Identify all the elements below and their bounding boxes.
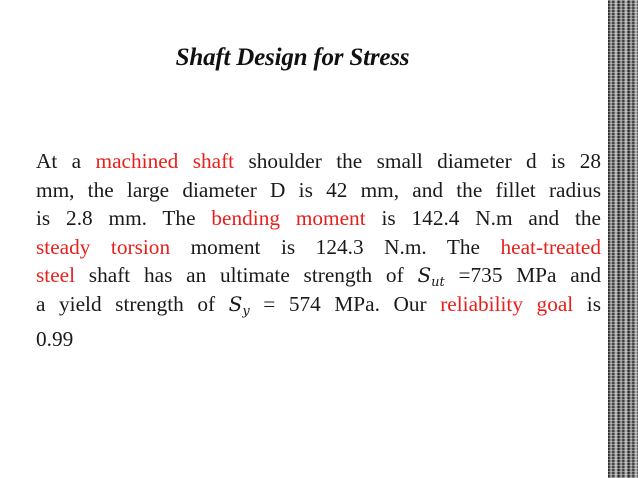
highlight-machined-shaft: machined shaft [95, 149, 235, 173]
highlight-reliability-goal: reliability goal [440, 291, 574, 316]
highlight-heat-treated: heat-treated [500, 234, 601, 259]
text-run: is 2.8 mm. The [36, 206, 212, 230]
symbol-sy [228, 291, 250, 319]
text-run: moment is 124.3 N.m. The [170, 234, 501, 259]
text-run: At a [36, 149, 96, 173]
text-run: shaft has an ultimate strength of [75, 263, 418, 287]
text-run: is 142.4 N.m and the [365, 206, 602, 230]
problem-line-6 [36, 290, 601, 319]
text-run: is [573, 291, 601, 316]
problem-line-5 [36, 261, 601, 290]
symbol-s: S [228, 291, 243, 316]
subscript-y: y [242, 303, 250, 319]
problem-line-4 [36, 233, 601, 262]
text-run: =735 MPa and [444, 263, 601, 287]
problem-line-2: mm, the large diameter D is 42 mm, and the fillet radius [36, 177, 601, 202]
subscript-ut: ut [431, 275, 445, 290]
problem-line-3 [36, 204, 601, 233]
text-run: shoulder the small diameter d is 28 [234, 149, 601, 173]
problem-line-7: 0.99 [36, 327, 74, 351]
text-run: = 574 MPa. Our [249, 291, 441, 316]
symbol-sut [417, 263, 445, 290]
decorative-border-strip [608, 0, 638, 478]
highlight-steady-torsion: steady torsion [36, 234, 171, 259]
slide-title: Shaft Design for Stress [175, 44, 410, 71]
highlight-steel: steel [36, 263, 76, 287]
highlight-bending-moment: bending moment [211, 206, 366, 230]
symbol-s: S [417, 263, 432, 287]
problem-line-1 [36, 147, 601, 176]
problem-statement [36, 147, 601, 354]
text-run: a yield strength of [36, 291, 229, 316]
